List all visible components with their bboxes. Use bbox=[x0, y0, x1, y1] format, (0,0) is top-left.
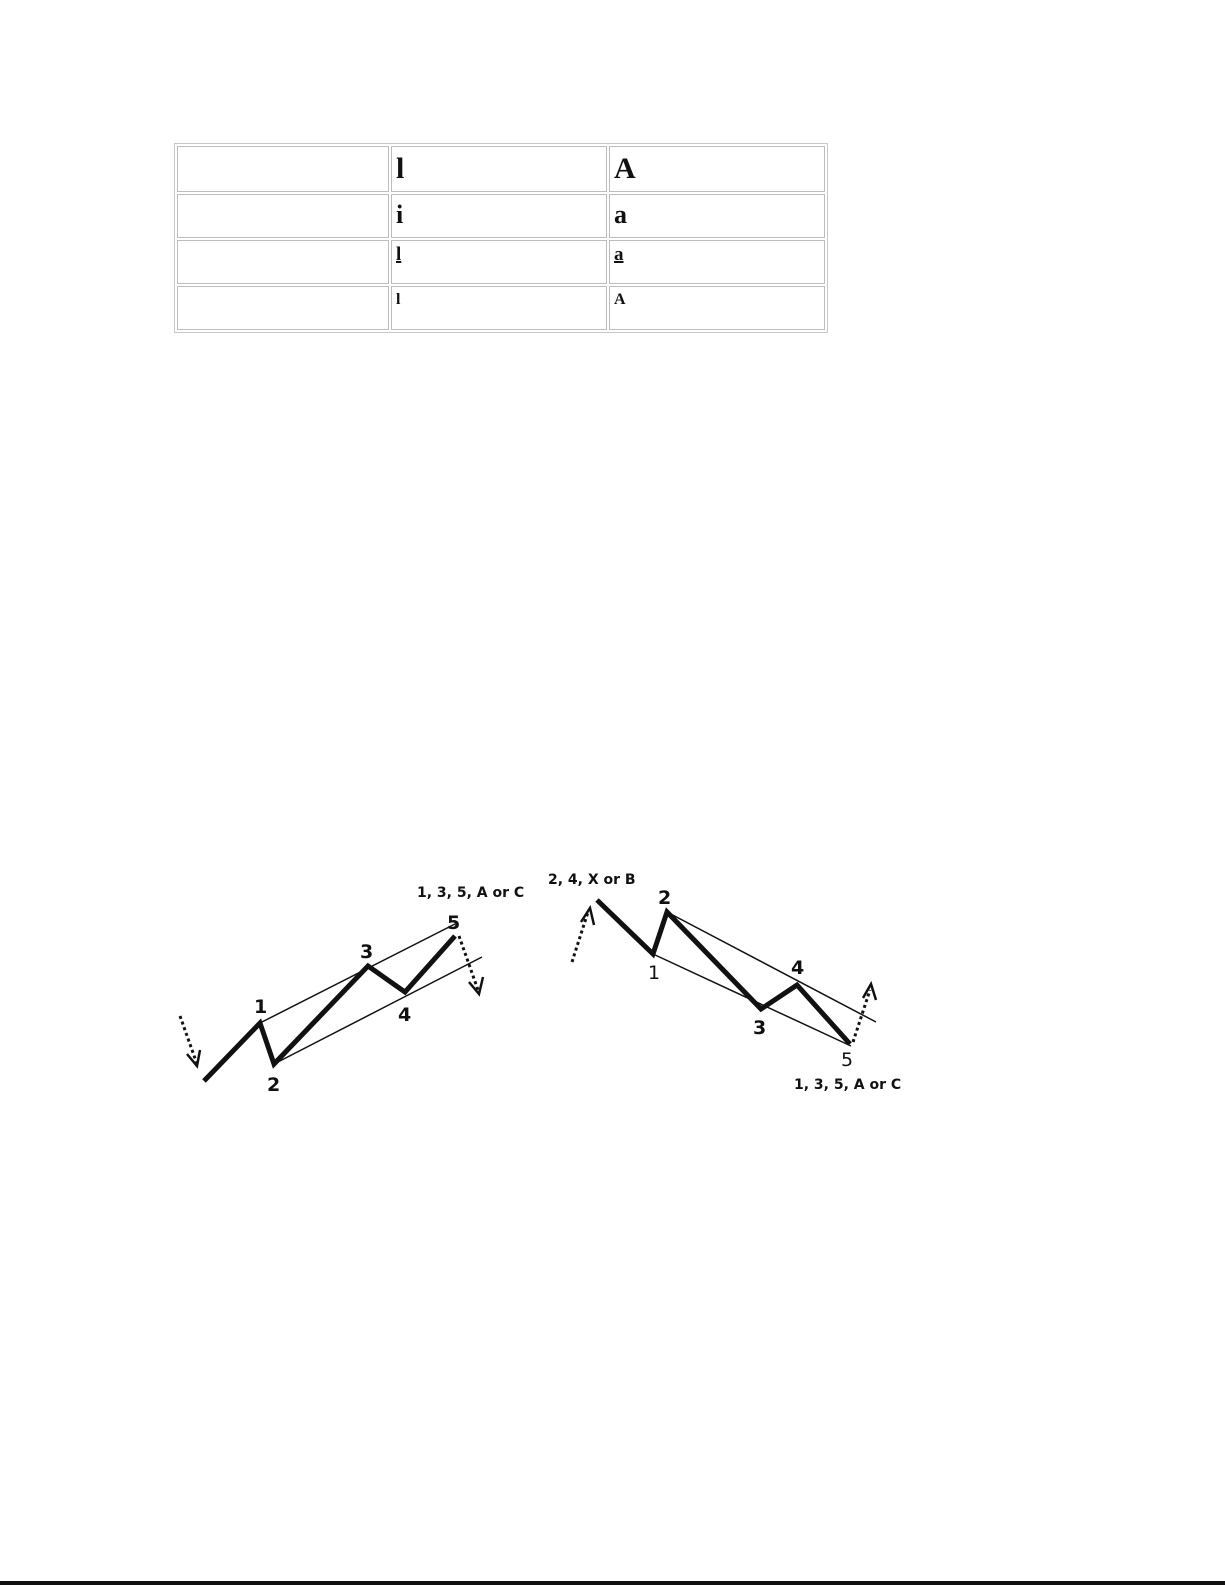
right-wave-label-4: 4 bbox=[791, 957, 805, 979]
right-wave-path bbox=[597, 900, 850, 1044]
left-wave-path bbox=[204, 936, 455, 1081]
right-end-caption: 1, 3, 5, A or C bbox=[794, 1077, 902, 1093]
table-cell: l bbox=[391, 146, 607, 192]
left-incoming-arrow bbox=[180, 1016, 200, 1066]
left-wave-group bbox=[180, 885, 524, 1096]
left-wave-label-2: 2 bbox=[267, 1074, 281, 1096]
right-incoming-arrow bbox=[572, 908, 594, 962]
table-cell-text: a bbox=[614, 244, 624, 265]
page-bottom-rule bbox=[0, 1581, 1225, 1585]
right-wave-label-5: 5 bbox=[841, 1049, 854, 1071]
right-outgoing-arrow bbox=[853, 984, 876, 1042]
left-wave-label-3: 3 bbox=[360, 941, 374, 963]
left-wave-label-4: 4 bbox=[398, 1004, 412, 1026]
right-wave-group bbox=[548, 872, 901, 1093]
right-start-caption: 2, 4, X or B bbox=[548, 872, 636, 888]
table-cell-text: l bbox=[396, 244, 402, 265]
left-wave-label-5: 5 bbox=[447, 912, 461, 934]
table-cell: i bbox=[391, 194, 607, 238]
table-cell: a bbox=[609, 194, 825, 238]
right-upper-channel-line bbox=[667, 912, 876, 1022]
left-end-caption: 1, 3, 5, A or C bbox=[417, 885, 525, 901]
left-outgoing-arrow bbox=[459, 936, 483, 994]
left-wave-label-1: 1 bbox=[254, 996, 268, 1018]
right-wave-label-3: 3 bbox=[753, 1017, 767, 1039]
table-cell: l bbox=[391, 286, 607, 330]
right-wave-label-2: 2 bbox=[658, 887, 672, 909]
table-cell: A bbox=[609, 146, 825, 192]
table-cell: A bbox=[609, 286, 825, 330]
right-wave-label-1: 1 bbox=[648, 962, 661, 984]
